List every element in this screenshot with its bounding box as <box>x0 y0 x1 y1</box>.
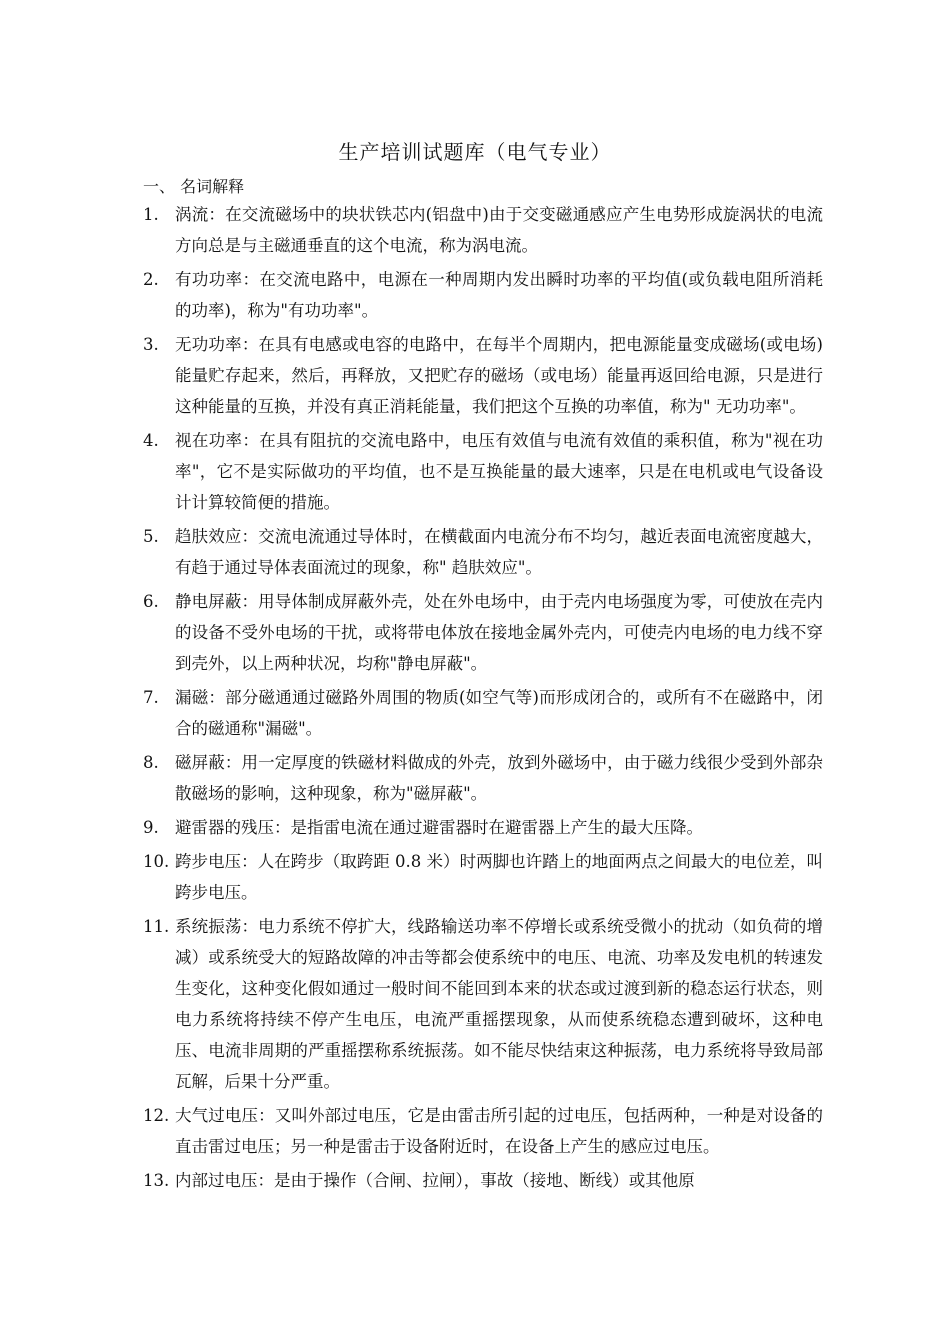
list-item <box>143 682 823 744</box>
item-text: 系统振荡：电力系统不停扩大，线路输送功率不停增长或系统受微小的扰动（如负荷的增减）或系统受大的短路故障的冲击等都会使系统中的电压、电流、功率及发电机的转速发生变化，这种变化假如通过一般时间不能回到本来的状态或过渡到新的稳态运行状态，则电力系统将持续不停产生电压，电流严重摇摆现象，从而使系统稳态遭到破坏，这种电压、电流非周期的严重摇摆称系统振荡。如不能尽快结束这种振荡，电力系统将导致局部瓦解，后果十分严重。 <box>175 917 823 1091</box>
item-number: 2. <box>143 270 159 289</box>
list-item <box>143 747 823 809</box>
item-text: 静电屏蔽：用导体制成屏蔽外壳，处在外电场中，由于壳内电场强度为零，可使放在壳内的设备不受外电场的干扰，或将带电体放在接地金属外壳内，可使壳内电场的电力线不穿到壳外，以上两种状况，均称"静电屏蔽"。 <box>175 592 823 673</box>
item-text: 涡流：在交流磁场中的块状铁芯内(铝盘中)由于交变磁通感应产生电势形成旋涡状的电流方向总是与主磁通垂直的这个电流，称为涡电流。 <box>175 205 823 255</box>
list-item <box>143 329 823 422</box>
list-item <box>143 1100 823 1162</box>
list-item <box>143 199 823 261</box>
item-text: 漏磁：部分磁通通过磁路外周围的物质(如空气等)而形成闭合的，或所有不在磁路中，闭合的磁通称"漏磁"。 <box>175 688 823 738</box>
item-text: 有功功率：在交流电路中，电源在一种周期内发出瞬时功率的平均值(或负载电阻所消耗的功率)，称为"有功功率"。 <box>175 270 823 320</box>
item-number: 7. <box>143 688 159 707</box>
list-item <box>143 812 823 843</box>
item-text: 视在功率：在具有阻抗的交流电路中，电压有效值与电流有效值的乘积值，称为"视在功率"，它不是实际做功的平均值，也不是互换能量的最大速率，只是在电机或电气设备设计计算较简便的措施。 <box>175 431 823 512</box>
item-number: 4. <box>143 431 159 450</box>
term-list <box>143 199 823 1196</box>
item-number: 3. <box>143 335 159 354</box>
item-number: 13. <box>143 1171 170 1190</box>
section-heading: 一、 名词解释 <box>143 177 245 196</box>
list-item <box>143 1165 823 1196</box>
item-number: 12. <box>143 1106 170 1125</box>
item-number: 1. <box>143 205 159 224</box>
item-number: 5. <box>143 527 159 546</box>
list-item <box>143 846 823 908</box>
item-text: 趋肤效应：交流电流通过导体时，在横截面内电流分布不均匀，越近表面电流密度越大，有趋于通过导体表面流过的现象，称" 趋肤效应"。 <box>175 527 823 577</box>
item-number: 10. <box>143 852 170 871</box>
item-text: 无功功率：在具有电感或电容的电路中，在每半个周期内，把电源能量变成磁场(或电场)能量贮存起来，然后，再释放，又把贮存的磁场（或电场）能量再返回给电源，只是进行这种能量的互换，并没有真正消耗能量，我们把这个互换的功率值，称为" 无功功率"。 <box>175 335 823 416</box>
item-number: 8. <box>143 753 159 772</box>
item-text: 跨步电压：人在跨步（取跨距 0.8 米）时两脚也许踏上的地面两点之间最大的电位差，叫跨步电压。 <box>175 852 823 902</box>
list-item <box>143 264 823 326</box>
list-item <box>143 586 823 679</box>
item-number: 6. <box>143 592 159 611</box>
item-text: 磁屏蔽：用一定厚度的铁磁材料做成的外壳，放到外磁场中，由于磁力线很少受到外部杂散磁场的影响，这种现象，称为"磁屏蔽"。 <box>175 753 823 803</box>
item-text: 内部过电压：是由于操作（合闸、拉闸），事故（接地、断线）或其他原 <box>175 1171 695 1190</box>
list-item <box>143 911 823 1097</box>
document-title: 生产培训试题库（电气专业） <box>338 140 612 164</box>
item-text: 大气过电压：又叫外部过电压，它是由雷击所引起的过电压，包括两种，一种是对设备的直击雷过电压；另一种是雷击于设备附近时，在设备上产生的感应过电压。 <box>175 1106 823 1156</box>
item-number: 11. <box>143 917 170 936</box>
item-number: 9. <box>143 818 159 837</box>
list-item <box>143 521 823 583</box>
list-item <box>143 425 823 518</box>
item-text: 避雷器的残压：是指雷电流在通过避雷器时在避雷器上产生的最大压降。 <box>175 818 703 837</box>
